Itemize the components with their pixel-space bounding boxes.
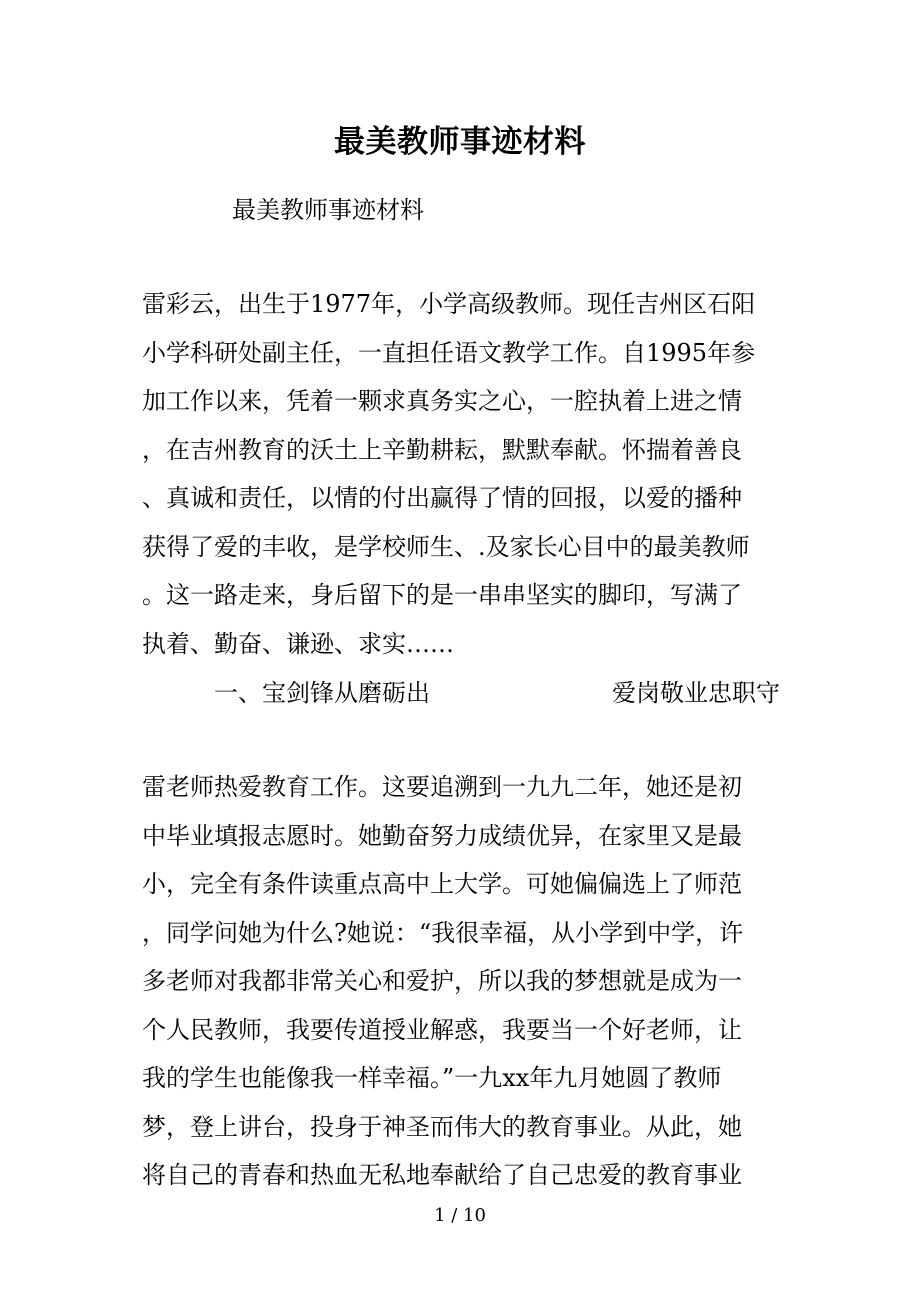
paragraph-line: 雷老师热爱教育工作。这要追溯到一九九二年，她还是初 [142, 773, 742, 801]
paragraph-line: 小，完全有条件读重点高中上大学。可她偏偏选上了师范 [142, 870, 742, 898]
section-heading-right: 爱岗敬业忠职守 [612, 679, 780, 707]
paragraph-line: 小学科研处副主任，一直担任语文教学工作。自1995年参 [142, 338, 756, 367]
paragraph-line: 我的学生也能像我一样幸福。”一九xx年九月她圆了教师 [142, 1064, 722, 1092]
paragraph-line: 获得了爱的丰收，是学校师生、.及家长心目中的最美教师 [142, 532, 750, 561]
paragraph-line: 。这一路走来，身后留下的是一串串坚实的脚印，写满了 [142, 581, 742, 609]
section-heading [214, 671, 780, 715]
paragraph-body [142, 763, 782, 1200]
paragraph-line: 梦，登上讲台，投身于神圣而伟大的教育事业。从此，她 [142, 1112, 742, 1141]
paragraph-line: 多老师对我都非常关心和爱护，所以我的梦想就是成为一 [142, 967, 742, 995]
paragraph-line: ，同学问她为什么?她说：“我很幸福，从小学到中学，许 [142, 918, 744, 947]
paragraph-line: 中毕业填报志愿时。她勤奋努力成绩优异，在家里又是最 [142, 821, 742, 850]
paragraph-line: 、真诚和责任，以情的付出赢得了情的回报，以爱的播种 [142, 484, 742, 512]
section-heading-left: 一、宝剑锋从磨砺出 [214, 679, 430, 707]
paragraph-line: 雷彩云，出生于1977年，小学高级教师。现任吉州区石阳 [142, 290, 756, 318]
document-title: 最美教师事迹材料 [334, 124, 586, 160]
paragraph-line: 个人民教师，我要传道授业解惑，我要当一个好老师，让 [142, 1015, 742, 1044]
paragraph-line: 执着、勤奋、谦逊、求实…… [142, 629, 454, 658]
paragraph-line: ，在吉州教育的沃土上辛勤耕耘，默默奉献。怀揣着善良 [142, 435, 742, 464]
paragraph-line: 加工作以来，凭着一颗求真务实之心，一腔执着上进之情 [142, 387, 742, 415]
page-number: 1 / 10 [434, 1205, 486, 1226]
paragraph-line: 将自己的青春和热血无私地奉献给了自己忠爱的教育事业 [142, 1161, 742, 1189]
paragraph-intro [142, 280, 782, 668]
document-subtitle: 最美教师事迹材料 [232, 196, 424, 224]
